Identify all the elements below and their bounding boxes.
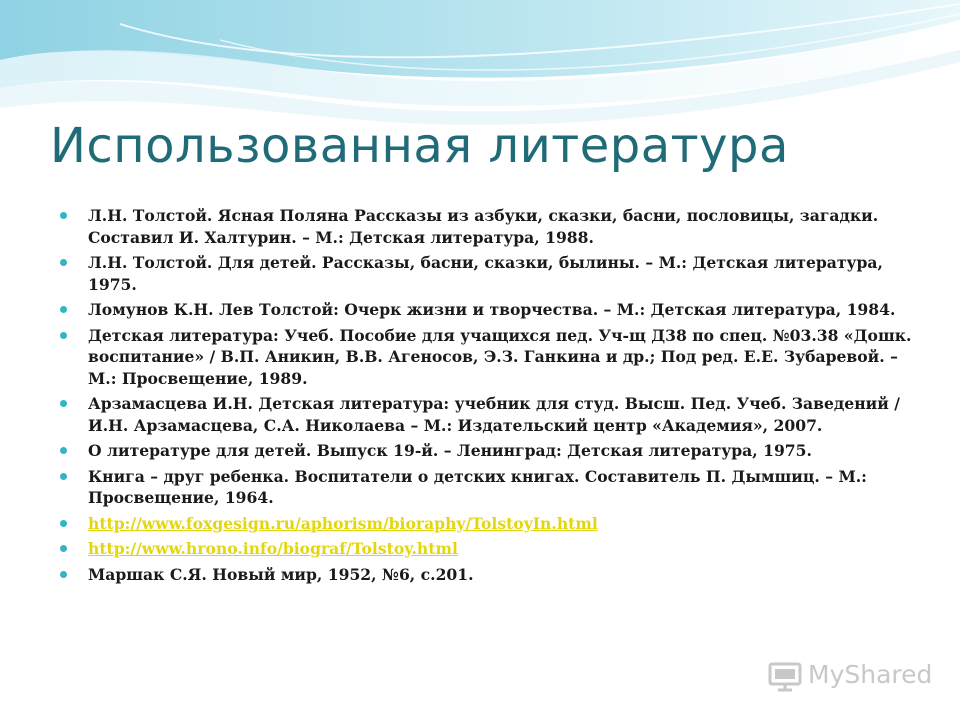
reference-text: Л.Н. Толстой. Для детей. Рассказы, басни, сказки, былины. – М.: Детская литература, 1975. [88,253,883,294]
reference-text: Л.Н. Толстой. Ясная Поляна Рассказы из азбуки, сказки, басни, пословицы, загадки. Составил И. Халтурин. – М.: Детская литература, 1988. [88,206,879,247]
references-list [60,205,920,589]
list-item [60,440,920,462]
bullet-icon [60,212,67,219]
watermark-brand: MyShared [808,660,933,689]
list-item [60,393,920,436]
list-item [60,538,920,560]
list-item [60,205,920,248]
list-item [60,325,920,390]
reference-text: Ломунов К.Н. Лев Толстой: Очерк жизни и творчества. – М.: Детская литература, 1984. [88,300,896,319]
reference-text: О литературе для детей. Выпуск 19-й. – Ленинград: Детская литература, 1975. [88,441,812,460]
bullet-icon [60,447,67,454]
reference-text: Книга – друг ребенка. Воспитатели о детских книгах. Составитель П. Дымшиц. – М.: Просвещение, 1964. [88,466,867,507]
reference-text: Арзамасцева И.Н. Детская литература: учебник для студ. Высш. Пед. Учеб. Заведений / И.Н. Арзамасцева, С.А. Николаева – М.: Издательский центр «Академия», 2007. [88,394,900,435]
bullet-icon [60,400,67,407]
reference-link[interactable]: http://www.hrono.info/biograf/Tolstoy.html [88,539,458,558]
list-item [60,513,920,535]
bullet-icon [60,259,67,266]
bullet-icon [60,571,67,578]
list-item [60,299,920,321]
reference-text: Маршак С.Я. Новый мир, 1952, №6, с.201. [88,564,474,584]
bullet-icon [60,306,67,313]
bullet-icon [60,520,67,527]
list-item [60,564,920,586]
list-item [60,466,920,509]
bullet-icon [60,473,67,480]
list-item [60,252,920,295]
reference-link[interactable]: http://www.foxgesign.ru/aphorism/bioraphy/TolstoyIn.html [88,513,598,533]
presentation-board-icon [768,658,802,692]
bullet-icon [60,545,67,552]
page-title: Использованная литература [50,118,789,174]
bullet-icon [60,332,67,339]
reference-text: Детская литература: Учеб. Пособие для учащихся пед. Уч-щ Д38 по спец. №03.38 «Дошк. воспитание» / В.П. Аникин, В.В. Агеносов, Э.З. Ганкина и др.; Под ред. Е.Е. Зубаревой. – М.: Просвещение, 1989. [88,325,912,388]
